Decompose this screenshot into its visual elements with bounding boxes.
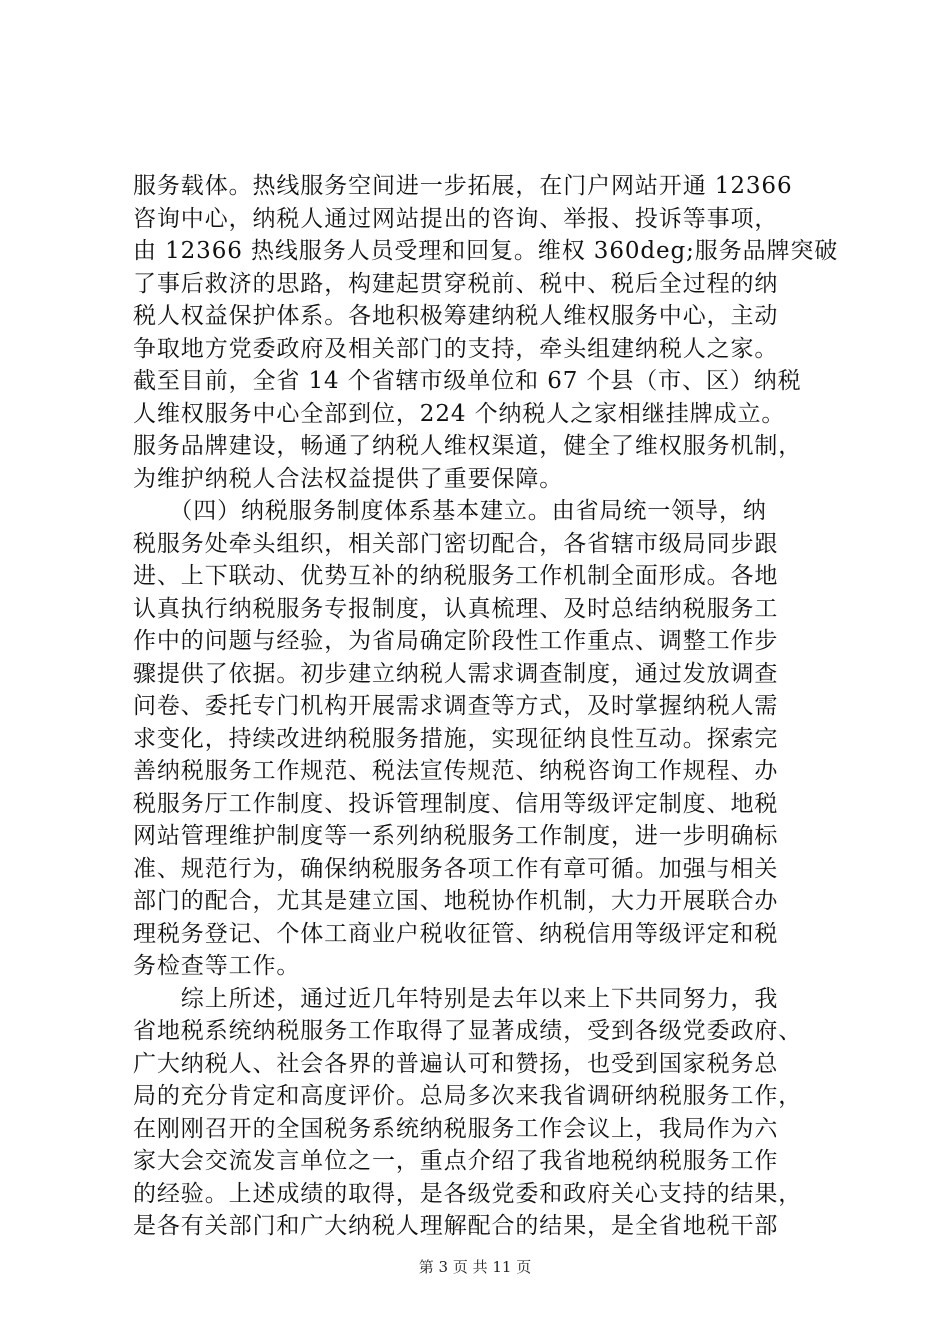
text-line: 广大纳税人、社会各界的普遍认可和赞扬，也受到国家税务总 (133, 1050, 779, 1077)
text-line: 服务品牌建设，畅通了纳税人维权渠道，健全了维权服务机制， (133, 433, 803, 459)
text-line: 的经验。上述成绩的取得，是各级党委和政府关心支持的结果， (133, 1180, 803, 1207)
text-line: 准、规范行为，确保纳税服务各项工作有章可循。加强与相关 (133, 855, 779, 882)
text-line: 网站管理维护制度等一系列纳税服务工作制度，进一步明确标 (133, 823, 779, 849)
text-line: 进、上下联动、优势互补的纳税服务工作机制全面形成。各地 (133, 563, 779, 589)
page-number-footer: 第 3 页 共 11 页 (418, 1258, 532, 1276)
text-line: 了事后救济的思路，构建起贯穿税前、税中、税后全过程的纳 (133, 270, 779, 297)
text-line: 局的充分肯定和高度评价。总局多次来我省调研纳税服务工作， (133, 1083, 803, 1109)
text-line: 服务载体。热线服务空间进一步拓展，在门户网站开通 12366 (133, 173, 793, 199)
text-line: 骤提供了依据。初步建立纳税人需求调查制度，通过发放调查 (133, 660, 779, 687)
text-line: 善纳税服务工作规范、税法宣传规范、纳税咨询工作规程、办 (133, 758, 779, 784)
text-line: 家大会交流发言单位之一，重点介绍了我省地税纳税服务工作 (133, 1148, 779, 1174)
text-line: 作中的问题与经验，为省局确定阶段性工作重点、调整工作步 (133, 628, 779, 654)
text-line: 为维护纳税人合法权益提供了重要保障。 (133, 465, 564, 492)
document-body (133, 170, 839, 1243)
text-line: （四）纳税服务制度体系基本建立。由省局统一领导，纳 (133, 498, 767, 524)
text-line: 咨询中心，纳税人通过网站提出的咨询、举报、投诉等事项， (133, 205, 779, 232)
text-line: 理税务登记、个体工商业户税收征管、纳税信用等级评定和税 (133, 920, 779, 947)
text-line: 税服务厅工作制度、投诉管理制度、信用等级评定制度、地税 (133, 790, 779, 817)
text-line: 税人权益保护体系。各地积极筹建纳税人维权服务中心，主动 (133, 303, 779, 329)
text-line: 争取地方党委政府及相关部门的支持，牵头组建纳税人之家。 (133, 335, 779, 362)
text-line: 问卷、委托专门机构开展需求调查等方式，及时掌握纳税人需 (133, 693, 779, 719)
text-line: 税服务处牵头组织，相关部门密切配合，各省辖市级局同步跟 (133, 530, 779, 557)
text-line: 人维权服务中心全部到位，224 个纳税人之家相继挂牌成立。 (133, 400, 786, 427)
text-line: 在刚刚召开的全国税务系统纳税服务工作会议上，我局作为六 (133, 1115, 779, 1142)
text-line: 求变化，持续改进纳税服务措施，实现征纳良性互动。探索完 (133, 725, 779, 752)
text-line: 由 12366 热线服务人员受理和回复。维权 360deg;服务品牌突破 (133, 238, 839, 264)
text-line: 是各有关部门和广大纳税人理解配合的结果，是全省地税干部 (133, 1213, 779, 1239)
text-line: 省地税系统纳税服务工作取得了显著成绩，受到各级党委政府、 (133, 1018, 803, 1044)
text-line: 部门的配合，尤其是建立国、地税协作机制，大力开展联合办 (133, 888, 779, 914)
text-line: 认真执行纳税服务专报制度，认真梳理、及时总结纳税服务工 (133, 595, 779, 622)
text-line: 务检查等工作。 (133, 953, 301, 979)
text-line: 截至目前，全省 14 个省辖市级单位和 67 个县（市、区）纳税 (133, 368, 802, 394)
text-line: 综上所述，通过近几年特别是去年以来上下共同努力，我 (133, 985, 779, 1012)
